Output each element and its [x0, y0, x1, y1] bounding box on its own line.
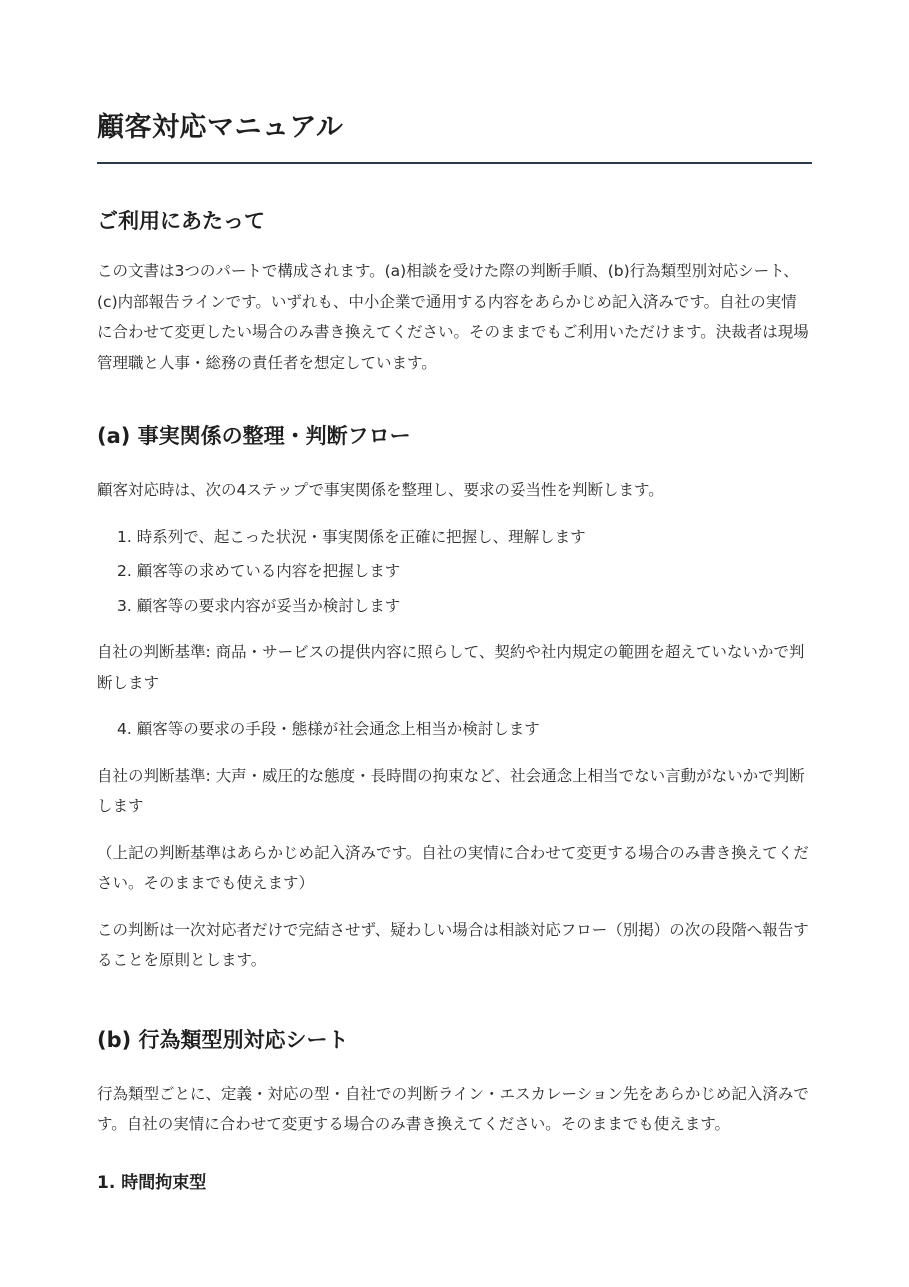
title-divider: [97, 162, 812, 164]
criteria-step-4: 自社の判断基準: 大声・威圧的な態度・長時間の拘束など、社会通念上相当でない言動がないかで判断します: [97, 766, 805, 815]
section-b-heading: (b) 行為類型別対応シート: [97, 1027, 349, 1052]
section-a-intro: 顧客対応時は、次の4ステップで事実関係を整理し、要求の妥当性を判断します。: [97, 481, 664, 499]
judgment-steps-list: [97, 520, 812, 624]
judgment-step-4: 4. 顧客等の要求の手段・態様が社会通念上相当か検討します: [117, 720, 540, 738]
judgment-steps-list-continued: [97, 712, 812, 747]
usage-paragraph: この文書は3つのパートで構成されます。(a)相談を受けた際の判断手順、(b)行為類型別対応シート、(c)内部報告ラインです。いずれも、中小企業で通用する内容をあらかじめ記入済みです。自社の実情に合わせて変更したい場合のみ書き換えてください。そのままでもご利用いただけます。決裁者は現場管理職と人事・総務の責任者を想定しています。: [97, 262, 809, 372]
judgment-step-1: 1. 時系列で、起こった状況・事実関係を正確に把握し、理解します: [117, 527, 586, 546]
criteria-step-3: 自社の判断基準: 商品・サービスの提供内容に照らして、契約や社内規定の範囲を超えていないかで判断します: [97, 643, 805, 692]
behavior-type-1-heading: 1. 時間拘束型: [97, 1172, 207, 1193]
section-b-intro: 行為類型ごとに、定義・対応の型・自社での判断ライン・エスカレーション先をあらかじめ記入済みです。自社の実情に合わせて変更する場合のみ書き換えてください。そのままでも使えます。: [97, 1084, 809, 1133]
usage-heading: ご利用にあたって: [97, 209, 265, 233]
judgment-step-3: 3. 顧客等の要求内容が妥当か検討します: [117, 596, 401, 615]
section-a-conclusion: この判断は一次対応者だけで完結させず、疑わしい場合は相談対応フロー（別掲）の次の段階へ報告することを原則とします。: [97, 920, 809, 969]
section-a-heading: (a) 事実関係の整理・判断フロー: [97, 424, 411, 448]
criteria-note: （上記の判断基準はあらかじめ記入済みです。自社の実情に合わせて変更する場合のみ書き換えてください。そのままでも使えます）: [97, 843, 809, 892]
judgment-step-2: 2. 顧客等の求めている内容を把握します: [117, 562, 401, 580]
document-title: 顧客対応マニュアル: [97, 112, 344, 143]
